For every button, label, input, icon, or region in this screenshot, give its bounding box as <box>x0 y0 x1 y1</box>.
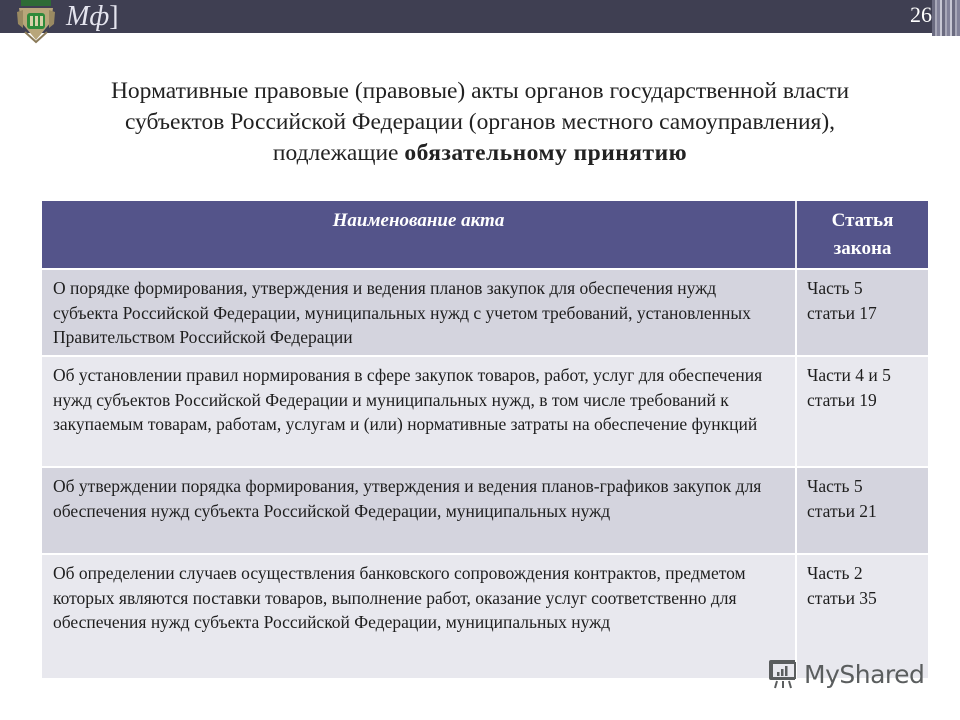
article-number: статьи 35 <box>807 587 877 608</box>
table-row <box>42 355 928 466</box>
article-part: Части 4 и 5 <box>807 365 891 385</box>
presentation-board-icon <box>766 658 798 690</box>
table-header <box>42 201 928 268</box>
decorative-stripes <box>932 0 960 36</box>
watermark-text: MyShared <box>804 659 925 689</box>
brand-logo-text <box>66 2 119 32</box>
article-cell <box>797 357 928 466</box>
coat-of-arms-logo-icon <box>15 0 57 44</box>
slide-number: 26 <box>910 2 932 27</box>
article-part: Часть 5 <box>807 278 863 298</box>
title-line-1: Нормативные правовые (правовые) акты органов государственной власти <box>110 78 850 104</box>
column-header-article: Статья закона <box>831 210 894 259</box>
article-number: статьи 19 <box>807 389 877 410</box>
article-cell <box>797 468 928 553</box>
act-name-cell: Об установлении правил нормирования в сфере закупок товаров, работ, услуг для обеспечения нужд субъектов Российской Федерации и муниципальных нужд, в том числе требований к закупаемым товарам, работам, услугам и (или) нормативные затраты на обеспечение функций <box>42 357 797 466</box>
title-bold-part: обязательному принятию <box>404 140 688 166</box>
table-row <box>42 466 928 553</box>
article-number: статьи 17 <box>807 302 877 323</box>
column-header-act-name: Наименование акта <box>42 201 797 268</box>
act-name-cell: Об определении случаев осуществления банковского сопровождения контрактов, предметом которых являются поставки товаров, выполнение работ, оказание услуг соответственно для обеспечения нужд субъекта Российской Федерации, муниципальных нужд <box>42 555 797 678</box>
table-row <box>42 268 928 355</box>
act-name-cell: Об утверждении порядка формирования, утверждения и ведения планов-графиков закупок для обеспечения нужд субъекта Российской Федерации, муниципальных нужд <box>42 468 797 553</box>
article-number: статьи 21 <box>807 500 877 521</box>
article-part: Часть 5 <box>807 476 863 496</box>
act-name-cell: О порядке формирования, утверждения и ведения планов закупок для обеспечения нужд субъекта Российской Федерации, муниципальных нужд с учетом требований, установленных Правительством Российской Федерации <box>42 270 797 355</box>
article-part: Часть 2 <box>807 563 863 583</box>
article-cell <box>797 270 928 355</box>
page-title <box>30 76 930 169</box>
title-line-2: субъектов Российской Федерации (органов местного самоуправления), <box>124 109 836 135</box>
brand-text: Мф <box>66 1 110 32</box>
title-line-3 <box>30 138 930 169</box>
myshared-watermark <box>766 656 924 692</box>
brand-suffix: ] <box>109 1 119 32</box>
header-bar <box>0 0 960 33</box>
title-regular-part: подлежащие <box>272 140 405 166</box>
acts-table <box>42 201 928 678</box>
